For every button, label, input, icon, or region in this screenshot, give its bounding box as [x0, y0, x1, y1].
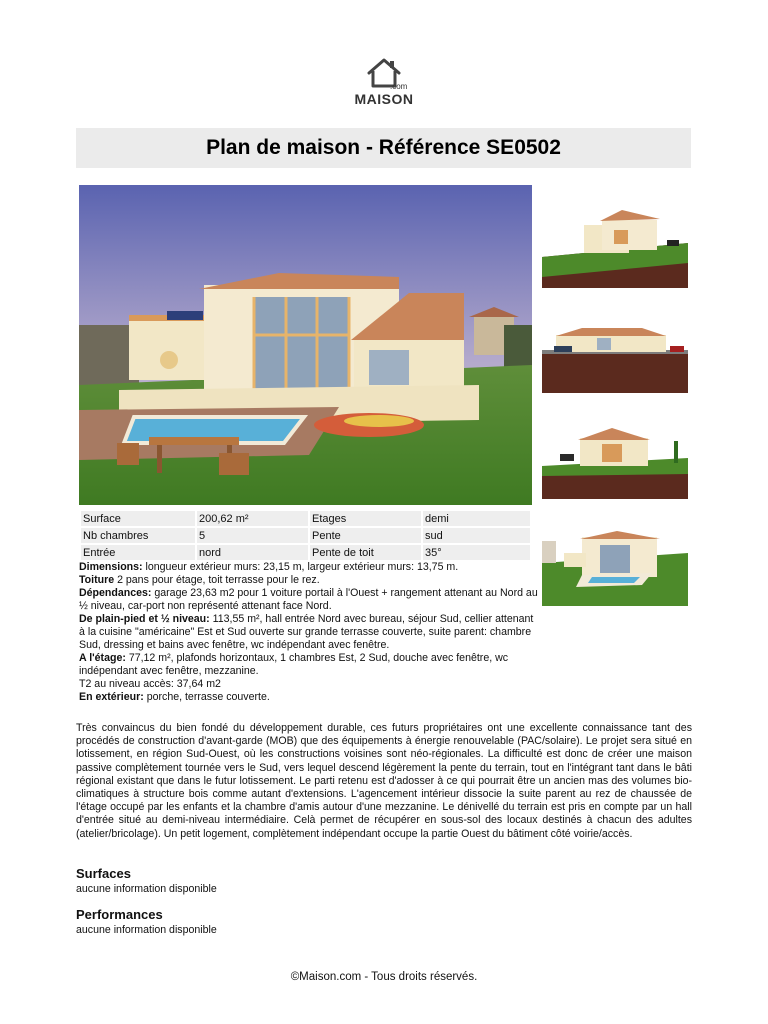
thumbnail-view-1[interactable]	[542, 185, 688, 288]
spec-label: Etages	[310, 511, 421, 526]
footer-copyright: ©Maison.com - Tous droits réservés.	[290, 971, 478, 983]
detail-dependances: Dépendances: garage 23,63 m2 pour 1 voiture portail à l'Ouest + rangement attenant au Nord au ½ niveau, car-port non représenté attenant face Nord.	[79, 587, 538, 612]
spec-label: Surface	[81, 511, 195, 526]
detail-exterieur: En extérieur: porche, terrasse couverte.	[79, 691, 270, 703]
surfaces-text: aucune information disponible	[76, 883, 217, 895]
spec-label: Nb chambres	[81, 528, 195, 543]
table-row	[81, 528, 530, 543]
performances-text: aucune information disponible	[76, 924, 217, 936]
maison-logo[interactable]	[352, 56, 416, 108]
main-house-photo	[79, 185, 532, 505]
title-bar	[76, 128, 691, 168]
detail-dimensions: Dimensions: longueur extérieur murs: 23,15 m, largeur extérieur murs: 13,75 m.	[79, 561, 459, 573]
spec-value: sud	[423, 528, 530, 543]
spec-value: 5	[197, 528, 308, 543]
house-details	[79, 561, 539, 704]
detail-t2: T2 au niveau accès: 37,64 m2	[79, 678, 221, 690]
spec-value: 200,62 m²	[197, 511, 308, 526]
spec-value: 35°	[423, 545, 530, 560]
detail-toiture: Toiture 2 pans pour étage, toit terrasse pour le rez.	[79, 574, 320, 586]
spec-value: demi	[423, 511, 530, 526]
table-row	[81, 511, 530, 526]
spec-label: Pente de toit	[310, 545, 421, 560]
specs-table	[79, 509, 532, 562]
detail-plain-pied: De plain-pied et ½ niveau: 113,55 m², hall entrée Nord avec bureau, séjour Sud, cellier attenant à la cuisine "américaine" Est et Sud ouverte sur grande terrasse couverte, suite parent: chambre Sud, dressing et bains avec fenêtre, wc indépendant avec fenêtre.	[79, 613, 534, 651]
logo-name: MAISON	[354, 91, 414, 107]
detail-etage: A l'étage: 77,12 m², plafonds horizontaux, 1 chambres Est, 2 Sud, douche avec fenêtre, wc indépendant avec fenêtre, mezzanine.	[79, 652, 509, 677]
page-title: Plan de maison - Référence SE0502	[206, 136, 561, 159]
logo-com-text: .com	[390, 82, 408, 91]
thumbnail-view-2[interactable]	[542, 290, 688, 393]
spec-label: Entrée	[81, 545, 195, 560]
surfaces-heading: Surfaces	[76, 866, 131, 881]
spec-label: Pente	[310, 528, 421, 543]
thumbnail-view-3[interactable]	[542, 396, 688, 499]
performances-heading: Performances	[76, 907, 163, 922]
spec-value: nord	[197, 545, 308, 560]
table-row	[81, 545, 530, 560]
description-paragraph: Très convaincus du bien fondé du développement durable, ces futurs propriétaires ont une excellente connaissance tant des procédés de construction d'avant-garde (MOB) que des équipements à énergie renouvelable (PAC/solaire). Le projet sera situé en lotissement, en région Sud-Ouest, où les constructions voisines sont néo-régionales. La difficulté est donc de créer une maison passive complètement tournée vers le Sud, vers lequel descend légèrement la pente du terrain, tout en l'intégrant tant dans le bâti régional existant que dans le futur lotissement. Le parti retenu est d'adosser à ce qui pourrait être un ancien mas des volumes bio-climatiques à structure bois comme autant d'extensions. L'agencement intérieur dissocie la suite parent au rez de chaussée de l'étage occupé par les enfants et la chambre d'amis autour d'une mezzanine. Le dénivellé du terrain est pris en compte par un hall d'entrée situé au demi-niveau intermédiaire. Celà permet de récupérer en sous-sol des locaux destinés à chacun des adultes (atelier/bricolage). Un petit logement, complètement indépendant occupe la partie Ouest du bâtiment côté voirie/accès.	[76, 722, 692, 840]
thumbnail-view-4[interactable]	[542, 503, 688, 606]
